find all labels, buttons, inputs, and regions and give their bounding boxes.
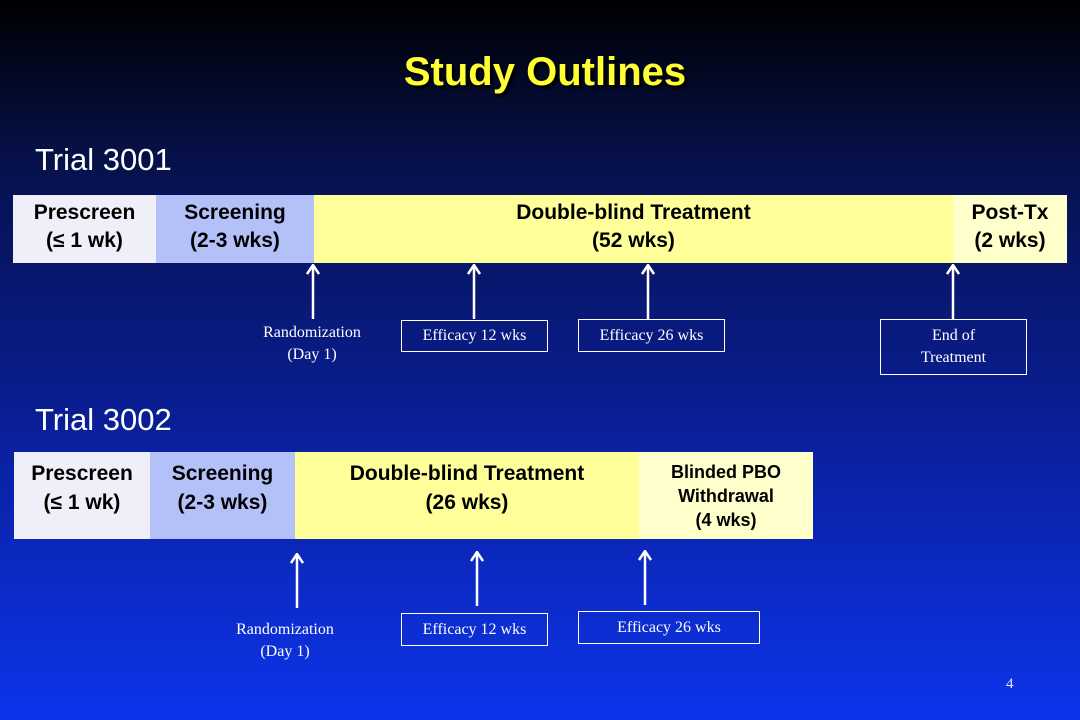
phase-duration: (≤ 1 wk) xyxy=(43,490,121,514)
milestone-label: Efficacy 26 wks xyxy=(617,618,721,636)
milestone-randomization xyxy=(242,322,382,366)
milestone-efficacy-26-wks xyxy=(578,611,760,644)
milestone-label: Randomization xyxy=(236,621,334,638)
milestone-label: Efficacy 26 wks xyxy=(599,326,704,344)
milestone-sublabel: (Day 1) xyxy=(287,346,337,363)
phase-duration: (26 wks) xyxy=(425,490,509,514)
phase-duration: (2-3 wks) xyxy=(190,229,280,252)
milestone-label: Efficacy 12 wks xyxy=(422,620,527,638)
phase-label: Double-blind Treatment xyxy=(516,201,751,224)
efficacy-12-arrow-icon xyxy=(470,551,484,607)
milestone-randomization xyxy=(215,619,355,663)
phase-duration: (4 wks) xyxy=(695,509,757,530)
randomization-arrow-icon xyxy=(290,553,304,609)
phase-label: Blinded PBO xyxy=(670,461,781,482)
phase-duration: (2-3 wks) xyxy=(177,490,268,514)
milestone-sublabel: (Day 1) xyxy=(260,643,310,660)
phase-duration: (52 wks) xyxy=(592,229,675,252)
phase-screening xyxy=(150,452,295,539)
phase-double-blind-treatment xyxy=(295,452,639,539)
efficacy-26-arrow-icon xyxy=(638,550,652,606)
phase-label: Double-blind Treatment xyxy=(349,461,585,485)
efficacy-12-arrow-icon xyxy=(467,264,481,320)
phase-blinded-pbo-withdrawal xyxy=(639,452,813,539)
milestone-label: Randomization xyxy=(263,324,361,341)
page-number: 4 xyxy=(1006,676,1014,692)
phase-screening xyxy=(156,195,314,263)
milestone-end-of-treatment xyxy=(880,319,1027,375)
phase-duration: (≤ 1 wk) xyxy=(46,229,123,252)
phase-prescreen xyxy=(14,452,150,539)
trial-3002-timeline xyxy=(14,452,813,539)
trial-3002-heading: Trial 3002 xyxy=(35,402,172,437)
phase-double-blind-treatment xyxy=(314,195,953,263)
milestone-label: End of xyxy=(931,327,976,344)
milestone-efficacy-26-wks xyxy=(578,319,725,352)
efficacy-26-arrow-icon xyxy=(641,264,655,320)
phase-label: Screening xyxy=(184,201,286,224)
milestone-efficacy-12-wks xyxy=(401,613,548,646)
phase-label: Prescreen xyxy=(31,461,133,485)
phase-label: Post-Tx xyxy=(971,201,1049,224)
trial-3001-heading: Trial 3001 xyxy=(35,142,172,177)
page-title: Study Outlines xyxy=(403,50,687,94)
milestone-sublabel: Treatment xyxy=(920,349,987,366)
milestone-label: Efficacy 12 wks xyxy=(422,327,527,344)
trial-3001-timeline xyxy=(13,195,1067,263)
phase-duration: (2 wks) xyxy=(974,229,1046,252)
milestone-efficacy-12-wks xyxy=(401,320,548,352)
phase-label-continued: Withdrawal xyxy=(678,485,774,506)
phase-post-tx xyxy=(953,195,1067,263)
phase-label: Prescreen xyxy=(33,201,136,224)
randomization-arrow-icon xyxy=(306,264,320,320)
phase-label: Screening xyxy=(171,461,274,485)
phase-prescreen xyxy=(13,195,156,263)
end-of-treatment-arrow-icon xyxy=(946,264,960,320)
